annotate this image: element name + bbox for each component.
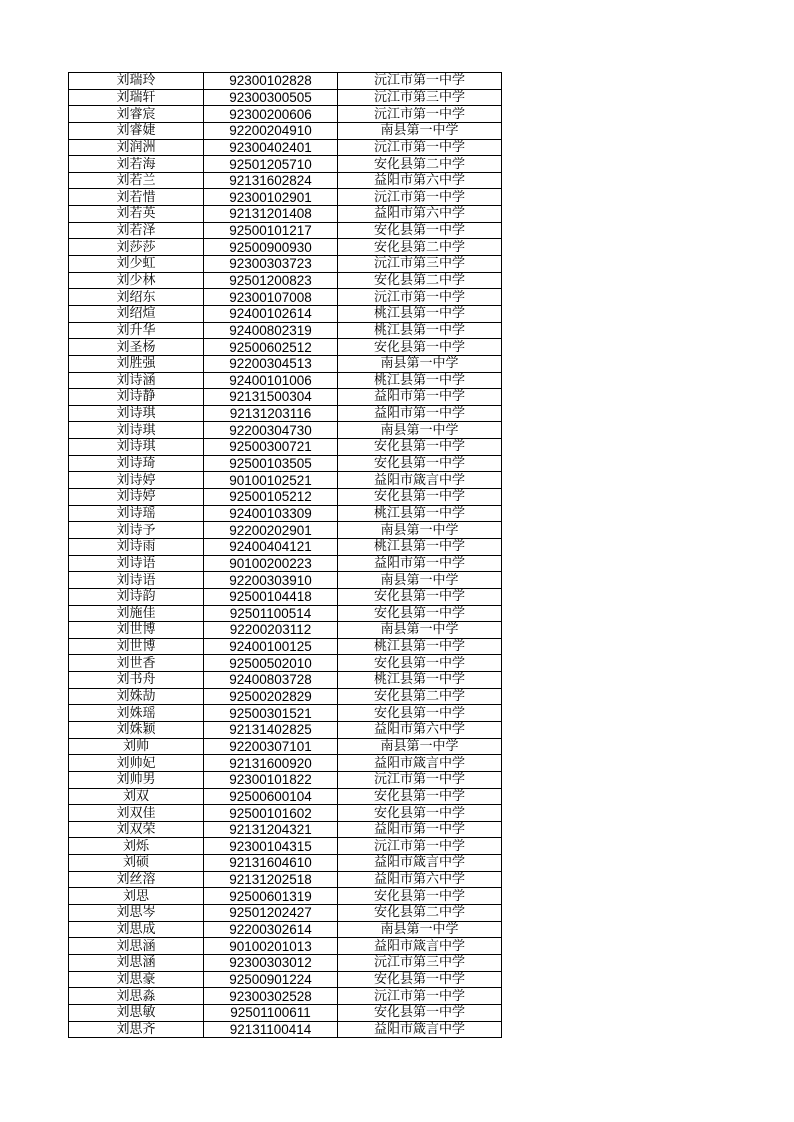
table-row — [69, 638, 502, 655]
table-row — [69, 988, 502, 1005]
exam-id-cell: 92131203116 — [204, 405, 338, 422]
exam-id-cell: 92131402825 — [204, 721, 338, 738]
student-name-cell: 刘诗琪 — [69, 439, 204, 456]
student-name-cell: 刘硕 — [69, 855, 204, 872]
school-cell: 安化县第一中学 — [338, 222, 502, 239]
student-name-cell: 刘诗语 — [69, 555, 204, 572]
school-cell: 沅江市第一中学 — [338, 106, 502, 123]
exam-id-cell: 92400803728 — [204, 672, 338, 689]
table-row — [69, 538, 502, 555]
exam-id-cell: 92300402401 — [204, 139, 338, 156]
table-row — [69, 305, 502, 322]
student-name-cell: 刘姝颖 — [69, 721, 204, 738]
exam-id-cell: 92501100611 — [204, 1004, 338, 1021]
school-cell: 安化县第二中学 — [338, 156, 502, 173]
school-cell: 益阳市第六中学 — [338, 721, 502, 738]
school-cell: 益阳市第一中学 — [338, 555, 502, 572]
table-row — [69, 206, 502, 223]
exam-id-cell: 92300303723 — [204, 256, 338, 273]
exam-id-cell: 90100201013 — [204, 938, 338, 955]
exam-id-cell: 92200303910 — [204, 572, 338, 589]
student-name-cell: 刘若英 — [69, 206, 204, 223]
school-cell: 益阳市第六中学 — [338, 172, 502, 189]
table-row — [69, 73, 502, 90]
exam-id-cell: 92500502010 — [204, 655, 338, 672]
student-name-cell: 刘少虹 — [69, 256, 204, 273]
student-name-cell: 刘绍东 — [69, 289, 204, 306]
student-name-cell: 刘帅妃 — [69, 755, 204, 772]
table-row — [69, 688, 502, 705]
student-name-cell: 刘诗婷 — [69, 489, 204, 506]
student-name-cell: 刘双 — [69, 788, 204, 805]
exam-id-cell: 92500104418 — [204, 588, 338, 605]
school-cell: 桃江县第一中学 — [338, 305, 502, 322]
exam-id-cell: 92300104315 — [204, 838, 338, 855]
exam-id-cell: 92300102828 — [204, 73, 338, 90]
exam-id-cell: 92200203112 — [204, 622, 338, 639]
table-row — [69, 871, 502, 888]
exam-id-cell: 92501200823 — [204, 272, 338, 289]
school-cell: 南县第一中学 — [338, 622, 502, 639]
table-row — [69, 1004, 502, 1021]
table-row — [69, 755, 502, 772]
exam-id-cell: 92500300721 — [204, 439, 338, 456]
table-row — [69, 738, 502, 755]
table-row — [69, 655, 502, 672]
table-row — [69, 838, 502, 855]
table-row — [69, 805, 502, 822]
exam-id-cell: 92500101602 — [204, 805, 338, 822]
exam-id-cell: 92131204321 — [204, 821, 338, 838]
table-row — [69, 705, 502, 722]
table-row — [69, 272, 502, 289]
school-cell: 沅江市第一中学 — [338, 189, 502, 206]
exam-id-cell: 92400802319 — [204, 322, 338, 339]
table-row — [69, 605, 502, 622]
student-name-cell: 刘思涵 — [69, 954, 204, 971]
school-cell: 南县第一中学 — [338, 738, 502, 755]
student-name-cell: 刘双佳 — [69, 805, 204, 822]
student-name-cell: 刘若海 — [69, 156, 204, 173]
school-cell: 南县第一中学 — [338, 522, 502, 539]
exam-id-cell: 92131604610 — [204, 855, 338, 872]
table-row — [69, 439, 502, 456]
exam-id-cell: 92200304730 — [204, 422, 338, 439]
student-name-cell: 刘睿婕 — [69, 122, 204, 139]
school-cell: 安化县第一中学 — [338, 605, 502, 622]
exam-id-cell: 92500900930 — [204, 239, 338, 256]
table-row — [69, 821, 502, 838]
table-row — [69, 788, 502, 805]
exam-id-cell: 92131600920 — [204, 755, 338, 772]
school-cell: 安化县第一中学 — [338, 455, 502, 472]
school-cell: 安化县第一中学 — [338, 655, 502, 672]
exam-id-cell: 92400100125 — [204, 638, 338, 655]
exam-id-cell: 92131201408 — [204, 206, 338, 223]
student-name-cell: 刘诗予 — [69, 522, 204, 539]
student-name-cell: 刘少林 — [69, 272, 204, 289]
student-name-cell: 刘诗瑶 — [69, 505, 204, 522]
school-cell: 沅江市第一中学 — [338, 838, 502, 855]
school-cell: 安化县第一中学 — [338, 888, 502, 905]
school-cell: 安化县第一中学 — [338, 1004, 502, 1021]
student-name-cell: 刘升华 — [69, 322, 204, 339]
table-row — [69, 489, 502, 506]
table-row — [69, 289, 502, 306]
table-row — [69, 672, 502, 689]
table-row — [69, 222, 502, 239]
exam-id-cell: 92500101217 — [204, 222, 338, 239]
exam-id-cell: 92300303012 — [204, 954, 338, 971]
student-name-cell: 刘瑞玲 — [69, 73, 204, 90]
exam-id-cell: 92500901224 — [204, 971, 338, 988]
student-name-cell: 刘烁 — [69, 838, 204, 855]
table-row — [69, 139, 502, 156]
school-cell: 桃江县第一中学 — [338, 505, 502, 522]
student-name-cell: 刘诗静 — [69, 389, 204, 406]
student-name-cell: 刘思齐 — [69, 1021, 204, 1038]
school-cell: 南县第一中学 — [338, 921, 502, 938]
table-row — [69, 339, 502, 356]
exam-id-cell: 92300101822 — [204, 771, 338, 788]
student-name-cell: 刘胜强 — [69, 355, 204, 372]
table-row — [69, 938, 502, 955]
table-row — [69, 905, 502, 922]
student-name-cell: 刘绍煊 — [69, 305, 204, 322]
student-name-cell: 刘世香 — [69, 655, 204, 672]
student-name-cell: 刘圣杨 — [69, 339, 204, 356]
school-cell: 沅江市第一中学 — [338, 771, 502, 788]
student-name-cell: 刘姝劼 — [69, 688, 204, 705]
exam-id-cell: 92200302614 — [204, 921, 338, 938]
student-name-cell: 刘莎莎 — [69, 239, 204, 256]
school-cell: 益阳市第六中学 — [338, 206, 502, 223]
school-cell: 安化县第一中学 — [338, 788, 502, 805]
exam-id-cell: 92300302528 — [204, 988, 338, 1005]
student-name-cell: 刘诗琪 — [69, 405, 204, 422]
table-row — [69, 721, 502, 738]
student-name-cell: 刘诗婷 — [69, 472, 204, 489]
exam-id-cell: 92500601319 — [204, 888, 338, 905]
school-cell: 沅江市第一中学 — [338, 73, 502, 90]
table-row — [69, 355, 502, 372]
student-name-cell: 刘思岑 — [69, 905, 204, 922]
student-name-cell: 刘姝瑶 — [69, 705, 204, 722]
exam-id-cell: 92300102901 — [204, 189, 338, 206]
student-name-cell: 刘诗语 — [69, 572, 204, 589]
table-row — [69, 771, 502, 788]
student-name-cell: 刘帅男 — [69, 771, 204, 788]
table-row — [69, 256, 502, 273]
student-name-cell: 刘施佳 — [69, 605, 204, 622]
school-cell: 益阳市第六中学 — [338, 871, 502, 888]
table-row — [69, 239, 502, 256]
table-row — [69, 555, 502, 572]
student-name-cell: 刘世博 — [69, 622, 204, 639]
exam-id-cell: 92501100514 — [204, 605, 338, 622]
school-cell: 安化县第二中学 — [338, 905, 502, 922]
exam-id-cell: 92400101006 — [204, 372, 338, 389]
school-cell: 益阳市箴言中学 — [338, 855, 502, 872]
student-name-cell: 刘思淼 — [69, 988, 204, 1005]
exam-id-cell: 92500202829 — [204, 688, 338, 705]
table-row — [69, 1021, 502, 1038]
student-name-cell: 刘书舟 — [69, 672, 204, 689]
student-name-cell: 刘若惜 — [69, 189, 204, 206]
exam-id-cell: 92400102614 — [204, 305, 338, 322]
student-name-cell: 刘思涵 — [69, 938, 204, 955]
table-row — [69, 971, 502, 988]
student-name-cell: 刘诗琦 — [69, 455, 204, 472]
table-row — [69, 921, 502, 938]
table-row — [69, 89, 502, 106]
table-row — [69, 588, 502, 605]
school-cell: 南县第一中学 — [338, 122, 502, 139]
exam-id-cell: 92501205710 — [204, 156, 338, 173]
exam-id-cell: 92500602512 — [204, 339, 338, 356]
table-row — [69, 888, 502, 905]
school-cell: 南县第一中学 — [338, 355, 502, 372]
exam-id-cell: 92131100414 — [204, 1021, 338, 1038]
student-name-cell: 刘世博 — [69, 638, 204, 655]
exam-id-cell: 92200204910 — [204, 122, 338, 139]
student-name-cell: 刘丝溶 — [69, 871, 204, 888]
school-cell: 桃江县第一中学 — [338, 672, 502, 689]
table-row — [69, 455, 502, 472]
exam-id-cell: 92131500304 — [204, 389, 338, 406]
exam-id-cell: 92200304513 — [204, 355, 338, 372]
table-row — [69, 189, 502, 206]
exam-id-cell: 92131202518 — [204, 871, 338, 888]
school-cell: 安化县第一中学 — [338, 705, 502, 722]
school-cell: 益阳市箴言中学 — [338, 938, 502, 955]
school-cell: 安化县第一中学 — [338, 588, 502, 605]
table-row — [69, 122, 502, 139]
student-name-cell: 刘若兰 — [69, 172, 204, 189]
school-cell: 益阳市第一中学 — [338, 405, 502, 422]
school-cell: 沅江市第三中学 — [338, 256, 502, 273]
student-name-cell: 刘思 — [69, 888, 204, 905]
table-row — [69, 622, 502, 639]
school-cell: 桃江县第一中学 — [338, 638, 502, 655]
table-row — [69, 156, 502, 173]
school-cell: 安化县第二中学 — [338, 688, 502, 705]
exam-id-cell: 92500301521 — [204, 705, 338, 722]
table-row — [69, 505, 502, 522]
student-name-cell: 刘诗雨 — [69, 538, 204, 555]
school-cell: 南县第一中学 — [338, 572, 502, 589]
school-cell: 南县第一中学 — [338, 422, 502, 439]
student-name-cell: 刘睿宸 — [69, 106, 204, 123]
school-cell: 沅江市第一中学 — [338, 289, 502, 306]
school-cell: 沅江市第三中学 — [338, 954, 502, 971]
school-cell: 桃江县第一中学 — [338, 322, 502, 339]
exam-id-cell: 90100102521 — [204, 472, 338, 489]
school-cell: 益阳市箴言中学 — [338, 472, 502, 489]
table-row — [69, 522, 502, 539]
table-row — [69, 322, 502, 339]
school-cell: 安化县第一中学 — [338, 971, 502, 988]
exam-id-cell: 92200202901 — [204, 522, 338, 539]
exam-id-cell: 92500105212 — [204, 489, 338, 506]
student-name-cell: 刘瑞轩 — [69, 89, 204, 106]
student-name-cell: 刘帅 — [69, 738, 204, 755]
table-row — [69, 954, 502, 971]
student-name-cell: 刘思敏 — [69, 1004, 204, 1021]
school-cell: 益阳市箴言中学 — [338, 1021, 502, 1038]
exam-id-cell: 92400103309 — [204, 505, 338, 522]
student-name-cell: 刘双荣 — [69, 821, 204, 838]
school-cell: 桃江县第一中学 — [338, 538, 502, 555]
table-row — [69, 572, 502, 589]
school-cell: 益阳市第一中学 — [338, 821, 502, 838]
student-name-cell: 刘若泽 — [69, 222, 204, 239]
table-row — [69, 472, 502, 489]
school-cell: 安化县第一中学 — [338, 339, 502, 356]
student-name-cell: 刘润洲 — [69, 139, 204, 156]
student-name-cell: 刘诗韵 — [69, 588, 204, 605]
exam-id-cell: 92300300505 — [204, 89, 338, 106]
school-cell: 安化县第一中学 — [338, 805, 502, 822]
school-cell: 益阳市第一中学 — [338, 389, 502, 406]
table-row — [69, 172, 502, 189]
school-cell: 沅江市第一中学 — [338, 139, 502, 156]
school-cell: 安化县第一中学 — [338, 439, 502, 456]
student-name-cell: 刘诗涵 — [69, 372, 204, 389]
table-row — [69, 855, 502, 872]
school-cell: 益阳市箴言中学 — [338, 755, 502, 772]
exam-id-cell: 92400404121 — [204, 538, 338, 555]
exam-id-cell: 92500103505 — [204, 455, 338, 472]
exam-id-cell: 92200307101 — [204, 738, 338, 755]
school-cell: 桃江县第一中学 — [338, 372, 502, 389]
roster-table — [68, 72, 502, 1038]
table-row — [69, 422, 502, 439]
exam-id-cell: 92131602824 — [204, 172, 338, 189]
student-name-cell: 刘思成 — [69, 921, 204, 938]
table-row — [69, 372, 502, 389]
school-cell: 沅江市第一中学 — [338, 988, 502, 1005]
school-cell: 沅江市第三中学 — [338, 89, 502, 106]
table-row — [69, 106, 502, 123]
exam-id-cell: 92300200606 — [204, 106, 338, 123]
exam-id-cell: 92501202427 — [204, 905, 338, 922]
exam-id-cell: 90100200223 — [204, 555, 338, 572]
school-cell: 安化县第二中学 — [338, 239, 502, 256]
school-cell: 安化县第二中学 — [338, 272, 502, 289]
school-cell: 安化县第一中学 — [338, 489, 502, 506]
table-row — [69, 389, 502, 406]
exam-id-cell: 92300107008 — [204, 289, 338, 306]
student-name-cell: 刘诗琪 — [69, 422, 204, 439]
table-row — [69, 405, 502, 422]
exam-id-cell: 92500600104 — [204, 788, 338, 805]
student-name-cell: 刘思豪 — [69, 971, 204, 988]
roster-body — [69, 73, 502, 1038]
